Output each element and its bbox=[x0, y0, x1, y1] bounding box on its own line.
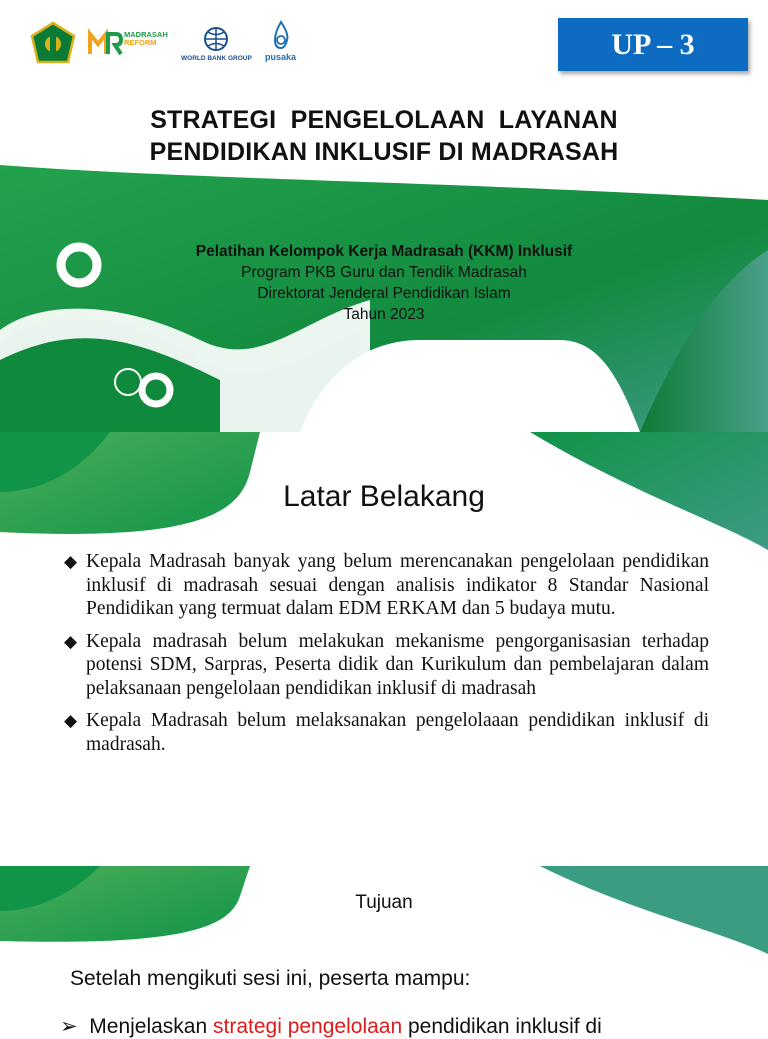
subtitle-directorate: Direktorat Jenderal Pendidikan Islam bbox=[257, 285, 511, 302]
highlighted-term: strategi pengelolaan bbox=[213, 1015, 403, 1038]
slide3-decoration bbox=[0, 866, 768, 1024]
unit-badge: UP – 3 bbox=[558, 18, 748, 71]
objective-intro: Setelah mengikuti sesi ini, peserta mampu: bbox=[70, 967, 471, 990]
title-line-2: PENDIDIKAN INKLUSIF DI MADRASAH bbox=[149, 138, 619, 166]
arrow-bullet-icon: ➢ bbox=[60, 1015, 90, 1038]
world-bank-label: WORLD BANK GROUP bbox=[181, 55, 252, 62]
objectives-slide bbox=[0, 866, 768, 1038]
slide-title bbox=[0, 104, 768, 168]
subtitle-block bbox=[0, 241, 768, 325]
diamond-bullet-icon: ◆ bbox=[64, 631, 78, 651]
subtitle-year: Tahun 2023 bbox=[343, 306, 425, 323]
objective-item: ➢ Menjelaskan strategi pengelolaan pendidikan inklusif di bbox=[60, 1015, 602, 1038]
diamond-bullet-icon: ◆ bbox=[64, 552, 78, 571]
pusaka-label: pusaka bbox=[265, 52, 297, 62]
background-slide bbox=[0, 432, 768, 842]
section-heading: Latar Belakang bbox=[283, 480, 485, 513]
world-bank-globe-icon bbox=[203, 26, 229, 52]
bullet-list bbox=[64, 550, 709, 765]
madrasah-reform-logo-icon bbox=[88, 30, 122, 56]
subtitle-program: Program PKB Guru dan Tendik Madrasah bbox=[241, 264, 527, 281]
madrasah-reform-text: MADRASAH REFORM bbox=[124, 30, 168, 47]
subtitle-training: Pelatihan Kelompok Kerja Madrasah (KKM) Inklusif bbox=[195, 243, 573, 260]
diamond-bullet-icon: ◆ bbox=[64, 711, 78, 730]
pusaka-logo-icon bbox=[271, 20, 291, 50]
kemenag-logo-icon bbox=[30, 22, 76, 64]
section-heading: Tujuan bbox=[355, 892, 413, 913]
list-item: ◆ Kepala Madrasah belum melaksanakan pengelolaaan pendidikan inklusif di madrasah. bbox=[64, 710, 709, 755]
title-slide bbox=[0, 0, 768, 432]
title-line-1: STRATEGI PENGELOLAAN LAYANAN bbox=[150, 106, 618, 134]
list-item: ◆ Kepala Madrasah banyak yang belum merencanakan pengelolaan pendidikan inklusif di madrasah sesuai dengan analisis indikator 8 Standar Nasional Pendidikan yang termuat dalam EDM ERKAM dan 5 budaya mutu. bbox=[64, 551, 709, 619]
list-item: ◆ Kepala madrasah belum melakukan mekanisme pengorganisasian terhadap potensi SDM, Sarpras, Peserta didik dan Kurikulum dan pembelajaran dalam pelaksanaan pengelolaan pendidikan inklusif di madrasah bbox=[64, 630, 709, 699]
